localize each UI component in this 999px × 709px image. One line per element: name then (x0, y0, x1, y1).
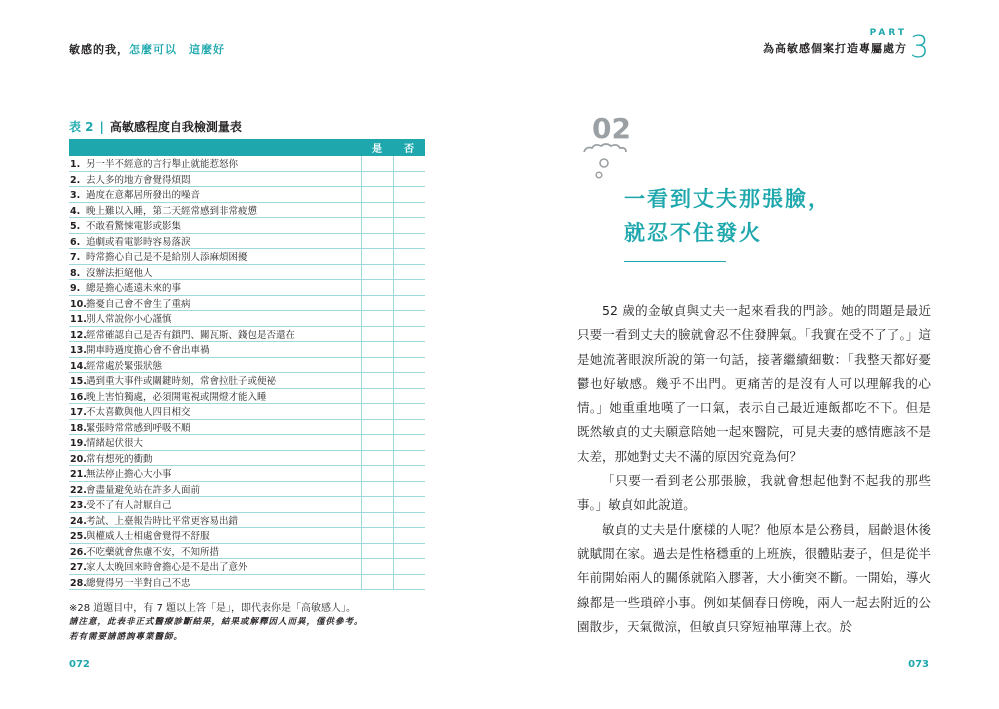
question-cell (69, 481, 361, 497)
yes-answer-cell[interactable] (361, 171, 393, 187)
no-answer-cell[interactable] (393, 264, 425, 280)
no-answer-cell[interactable] (393, 543, 425, 559)
question-number: 12. (70, 329, 87, 341)
question-cell (69, 264, 361, 280)
table-note-disclaimer: 請注意，此表非正式醫療診斷結果，結果或解釋因人而異，僅供參考。 (69, 617, 364, 627)
question-number: 24. (70, 515, 87, 527)
self-check-table (69, 139, 425, 590)
yes-answer-cell[interactable] (361, 342, 393, 358)
yes-column-header: 是 (361, 139, 393, 156)
question-number: 4. (70, 205, 81, 217)
question-text: 情緒起伏很大 (86, 438, 144, 450)
question-text: 去人多的地方會覺得煩悶 (86, 174, 191, 186)
yes-answer-cell[interactable] (361, 311, 393, 327)
yes-answer-cell[interactable] (361, 559, 393, 575)
question-number: 17. (70, 407, 87, 419)
table-row (69, 373, 425, 389)
no-answer-cell[interactable] (393, 233, 425, 249)
table-row (69, 280, 425, 296)
no-answer-cell[interactable] (393, 404, 425, 420)
table-row (69, 311, 425, 327)
question-text: 受不了有人討厭自己 (86, 500, 172, 512)
question-number: 27. (70, 562, 87, 574)
question-number: 2. (70, 174, 81, 186)
yes-answer-cell[interactable] (361, 233, 393, 249)
part-subtitle: 為高敏感個案打造專屬處方 (763, 42, 907, 55)
no-answer-cell[interactable] (393, 280, 425, 296)
table-row (69, 295, 425, 311)
question-number: 3. (70, 190, 81, 202)
table-row (69, 450, 425, 466)
table-row (69, 481, 425, 497)
question-text: 不吃藥就會焦慮不安，不知所措 (86, 546, 220, 558)
table-note-consult: 若有需要請諮詢專業醫師。 (69, 632, 184, 642)
table-row (69, 404, 425, 420)
no-answer-cell[interactable] (393, 450, 425, 466)
question-cell (69, 528, 361, 544)
question-cell (69, 559, 361, 575)
no-answer-cell[interactable] (393, 574, 425, 590)
question-number: 25. (70, 531, 87, 543)
yes-answer-cell[interactable] (361, 466, 393, 482)
question-text: 會盡量避免站在許多人面前 (86, 484, 201, 496)
question-number: 8. (70, 267, 81, 279)
no-answer-cell[interactable] (393, 373, 425, 389)
yes-answer-cell[interactable] (361, 295, 393, 311)
question-text: 無法停止擔心大小事 (86, 469, 172, 481)
question-text: 開車時過度擔心會不會出車禍 (86, 345, 210, 357)
question-text: 時常擔心自己是不是給別人添麻煩困擾 (86, 252, 248, 264)
yes-answer-cell[interactable] (361, 264, 393, 280)
no-answer-cell[interactable] (393, 326, 425, 342)
question-number: 23. (70, 500, 87, 512)
question-cell (69, 512, 361, 528)
no-answer-cell[interactable] (393, 419, 425, 435)
running-header-left-plain: 敏感的我， (69, 43, 129, 56)
table-row (69, 249, 425, 265)
no-answer-cell[interactable] (393, 311, 425, 327)
no-answer-cell[interactable] (393, 528, 425, 544)
yes-answer-cell[interactable] (361, 202, 393, 218)
question-text: 總覺得另一半對自己不忠 (86, 577, 191, 589)
table-row (69, 559, 425, 575)
question-cell (69, 543, 361, 559)
yes-answer-cell[interactable] (361, 373, 393, 389)
yes-answer-cell[interactable] (361, 481, 393, 497)
yes-answer-cell[interactable] (361, 419, 393, 435)
body-paragraph-2: 「只要一看到老公那張臉，我就會想起他對不起我的那些事。」敏貞如此說道。 (577, 473, 931, 513)
question-text: 沒辦法拒絕他人 (86, 267, 153, 279)
question-cell (69, 280, 361, 296)
table-caption-separator: | (99, 120, 104, 134)
table-row (69, 435, 425, 451)
yes-answer-cell[interactable] (361, 156, 393, 171)
yes-answer-cell[interactable] (361, 543, 393, 559)
yes-answer-cell[interactable] (361, 388, 393, 404)
yes-answer-cell[interactable] (361, 404, 393, 420)
no-answer-cell[interactable] (393, 171, 425, 187)
question-text: 總是擔心遙遠未來的事 (86, 283, 182, 295)
no-answer-cell[interactable] (393, 512, 425, 528)
question-text: 緊張時常常感到呼吸不順 (86, 422, 191, 434)
table-row (69, 543, 425, 559)
body-text (577, 299, 931, 639)
question-number: 9. (70, 283, 81, 295)
no-answer-cell[interactable] (393, 202, 425, 218)
question-cell (69, 311, 361, 327)
yes-answer-cell[interactable] (361, 187, 393, 203)
chapter-number: 02 (592, 112, 631, 145)
question-cell (69, 187, 361, 203)
yes-answer-cell[interactable] (361, 512, 393, 528)
question-cell (69, 497, 361, 513)
no-answer-cell[interactable] (393, 295, 425, 311)
page-number-left: 072 (69, 659, 90, 670)
thought-cloud-icon (580, 140, 632, 184)
table-row (69, 218, 425, 234)
question-cell (69, 218, 361, 234)
question-text: 擔憂自己會不會生了重病 (86, 298, 191, 310)
table-row (69, 497, 425, 513)
yes-answer-cell[interactable] (361, 574, 393, 590)
question-number: 6. (70, 236, 81, 248)
question-number: 5. (70, 221, 81, 233)
question-text: 別人常說你小心謹慎 (86, 314, 172, 326)
table-row (69, 512, 425, 528)
running-header-left-accent: 怎麼可以 這麼好 (129, 43, 225, 56)
table-row (69, 156, 425, 171)
question-number: 26. (70, 546, 87, 558)
table-row (69, 264, 425, 280)
question-cell (69, 574, 361, 590)
no-answer-cell[interactable] (393, 388, 425, 404)
question-cell (69, 373, 361, 389)
question-cell (69, 171, 361, 187)
question-cell (69, 342, 361, 358)
question-number: 11. (70, 314, 87, 326)
question-text: 與權威人士相處會覺得不舒服 (86, 531, 210, 543)
no-answer-cell[interactable] (393, 466, 425, 482)
question-text: 常有想死的衝動 (86, 453, 153, 465)
question-text: 追劇或看電影時容易落淚 (86, 236, 191, 248)
question-cell (69, 326, 361, 342)
question-text: 經常確認自己是否有鎖門、關瓦斯、錢包是否還在 (86, 329, 296, 341)
yes-answer-cell[interactable] (361, 528, 393, 544)
question-column-header (69, 139, 361, 156)
question-number: 13. (70, 345, 87, 357)
table-label: 表 2 (69, 120, 94, 134)
question-cell (69, 466, 361, 482)
chapter-title-line-1: 一看到丈夫那張臉， (624, 187, 831, 211)
table-note-threshold: ※28 道題目中，有 7 題以上答「是」，即代表你是「高敏感人」。 (69, 603, 357, 614)
running-header-left (69, 41, 225, 57)
no-answer-cell[interactable] (393, 357, 425, 373)
table-row (69, 466, 425, 482)
question-number: 1. (70, 159, 81, 171)
body-paragraph-1: 52 歲的金敏貞與丈夫一起來看我的門診。她的問題是最近只要一看到丈夫的臉就會忍不住發脾氣。「我實在受不了了。」這是她流著眼淚所說的第一句話，接著繼續細數：「我整天都好憂鬱也好敏感。幾乎不出門。更痛苦的是沒有人可以理解我的心情。」她重重地嘆了一口氣，表示自己最近連飯都吃不下。但是既然敏貞的丈夫願意陪她一起來醫院，可見夫妻的感情應該不是太差，那她對丈夫不滿的原因究竟為何？ (577, 303, 931, 464)
table-row (69, 233, 425, 249)
yes-answer-cell[interactable] (361, 357, 393, 373)
question-cell (69, 404, 361, 420)
question-cell (69, 357, 361, 373)
question-number: 14. (70, 360, 87, 372)
question-text: 晚上害怕獨處，必須開電視或開燈才能入睡 (86, 391, 267, 403)
yes-answer-cell[interactable] (361, 218, 393, 234)
question-text: 另一半不經意的言行舉止就能惹怒你 (86, 159, 239, 171)
table-row (69, 574, 425, 590)
question-cell (69, 202, 361, 218)
table-row (69, 342, 425, 358)
question-number: 21. (70, 469, 87, 481)
no-answer-cell[interactable] (393, 249, 425, 265)
no-column-header: 否 (393, 139, 425, 156)
question-number: 7. (70, 252, 81, 264)
question-number: 18. (70, 422, 87, 434)
table-row (69, 187, 425, 203)
table-header-row (69, 139, 425, 156)
body-paragraph-3: 敏貞的丈夫是什麼樣的人呢？他原本是公務員，屆齡退休後就賦閒在家。過去是性格穩重的上班族，很體貼妻子，但是從半年前開始兩人的關係就陷入膠著，大小衝突不斷。一開始，導火線都是一些瑣碎小事。例如某個春日傍晚，兩人一起去附近的公園散步，天氣微涼，但敏貞只穿短袖單薄上衣。於 (577, 521, 931, 634)
part-label: PART (869, 28, 907, 38)
question-text: 經常處於緊張狀態 (86, 360, 163, 372)
table-row (69, 528, 425, 544)
no-answer-cell[interactable] (393, 187, 425, 203)
question-text: 不敢看驚悚電影或影集 (86, 221, 182, 233)
question-text: 過度在意鄰居所發出的噪音 (86, 190, 201, 202)
no-answer-cell[interactable] (393, 218, 425, 234)
table-row (69, 388, 425, 404)
running-header-right (763, 28, 929, 65)
question-cell (69, 450, 361, 466)
table-row (69, 419, 425, 435)
yes-answer-cell[interactable] (361, 435, 393, 451)
table-row (69, 171, 425, 187)
question-cell (69, 156, 361, 171)
yes-answer-cell[interactable] (361, 326, 393, 342)
chapter-title (624, 182, 831, 250)
no-answer-cell[interactable] (393, 156, 425, 171)
no-answer-cell[interactable] (393, 481, 425, 497)
question-number: 22. (70, 484, 87, 496)
question-text: 晚上難以入睡，第二天經常感到非常疲憊 (86, 205, 258, 217)
yes-answer-cell[interactable] (361, 280, 393, 296)
no-answer-cell[interactable] (393, 342, 425, 358)
question-cell (69, 435, 361, 451)
table-row (69, 202, 425, 218)
question-text: 考試、上臺報告時比平常更容易出錯 (86, 515, 239, 527)
table-row (69, 326, 425, 342)
question-number: 10. (70, 298, 87, 310)
no-answer-cell[interactable] (393, 559, 425, 575)
question-text: 不太喜歡與他人四目相交 (86, 407, 191, 419)
question-cell (69, 233, 361, 249)
question-number: 15. (70, 376, 87, 388)
table-title: 高敏感程度自我檢測量表 (109, 120, 242, 134)
question-number: 16. (70, 391, 87, 403)
question-number: 20. (70, 453, 87, 465)
question-cell (69, 419, 361, 435)
yes-answer-cell[interactable] (361, 450, 393, 466)
question-text: 遇到重大事件或關鍵時刻，常會拉肚子或便祕 (86, 376, 277, 388)
question-number: 19. (70, 438, 87, 450)
question-number: 28. (70, 577, 87, 589)
page-number-right: 073 (908, 659, 929, 670)
question-cell (69, 249, 361, 265)
table-caption (69, 118, 242, 135)
yes-answer-cell[interactable] (361, 249, 393, 265)
yes-answer-cell[interactable] (361, 497, 393, 513)
question-text: 家人太晚回來時會擔心是不是出了意外 (86, 562, 248, 574)
question-cell (69, 295, 361, 311)
table-row (69, 357, 425, 373)
chapter-title-line-2: 就忍不住發火 (624, 221, 762, 245)
no-answer-cell[interactable] (393, 497, 425, 513)
no-answer-cell[interactable] (393, 435, 425, 451)
chapter-divider (624, 261, 726, 262)
question-cell (69, 388, 361, 404)
part-number: 3 (909, 30, 929, 65)
